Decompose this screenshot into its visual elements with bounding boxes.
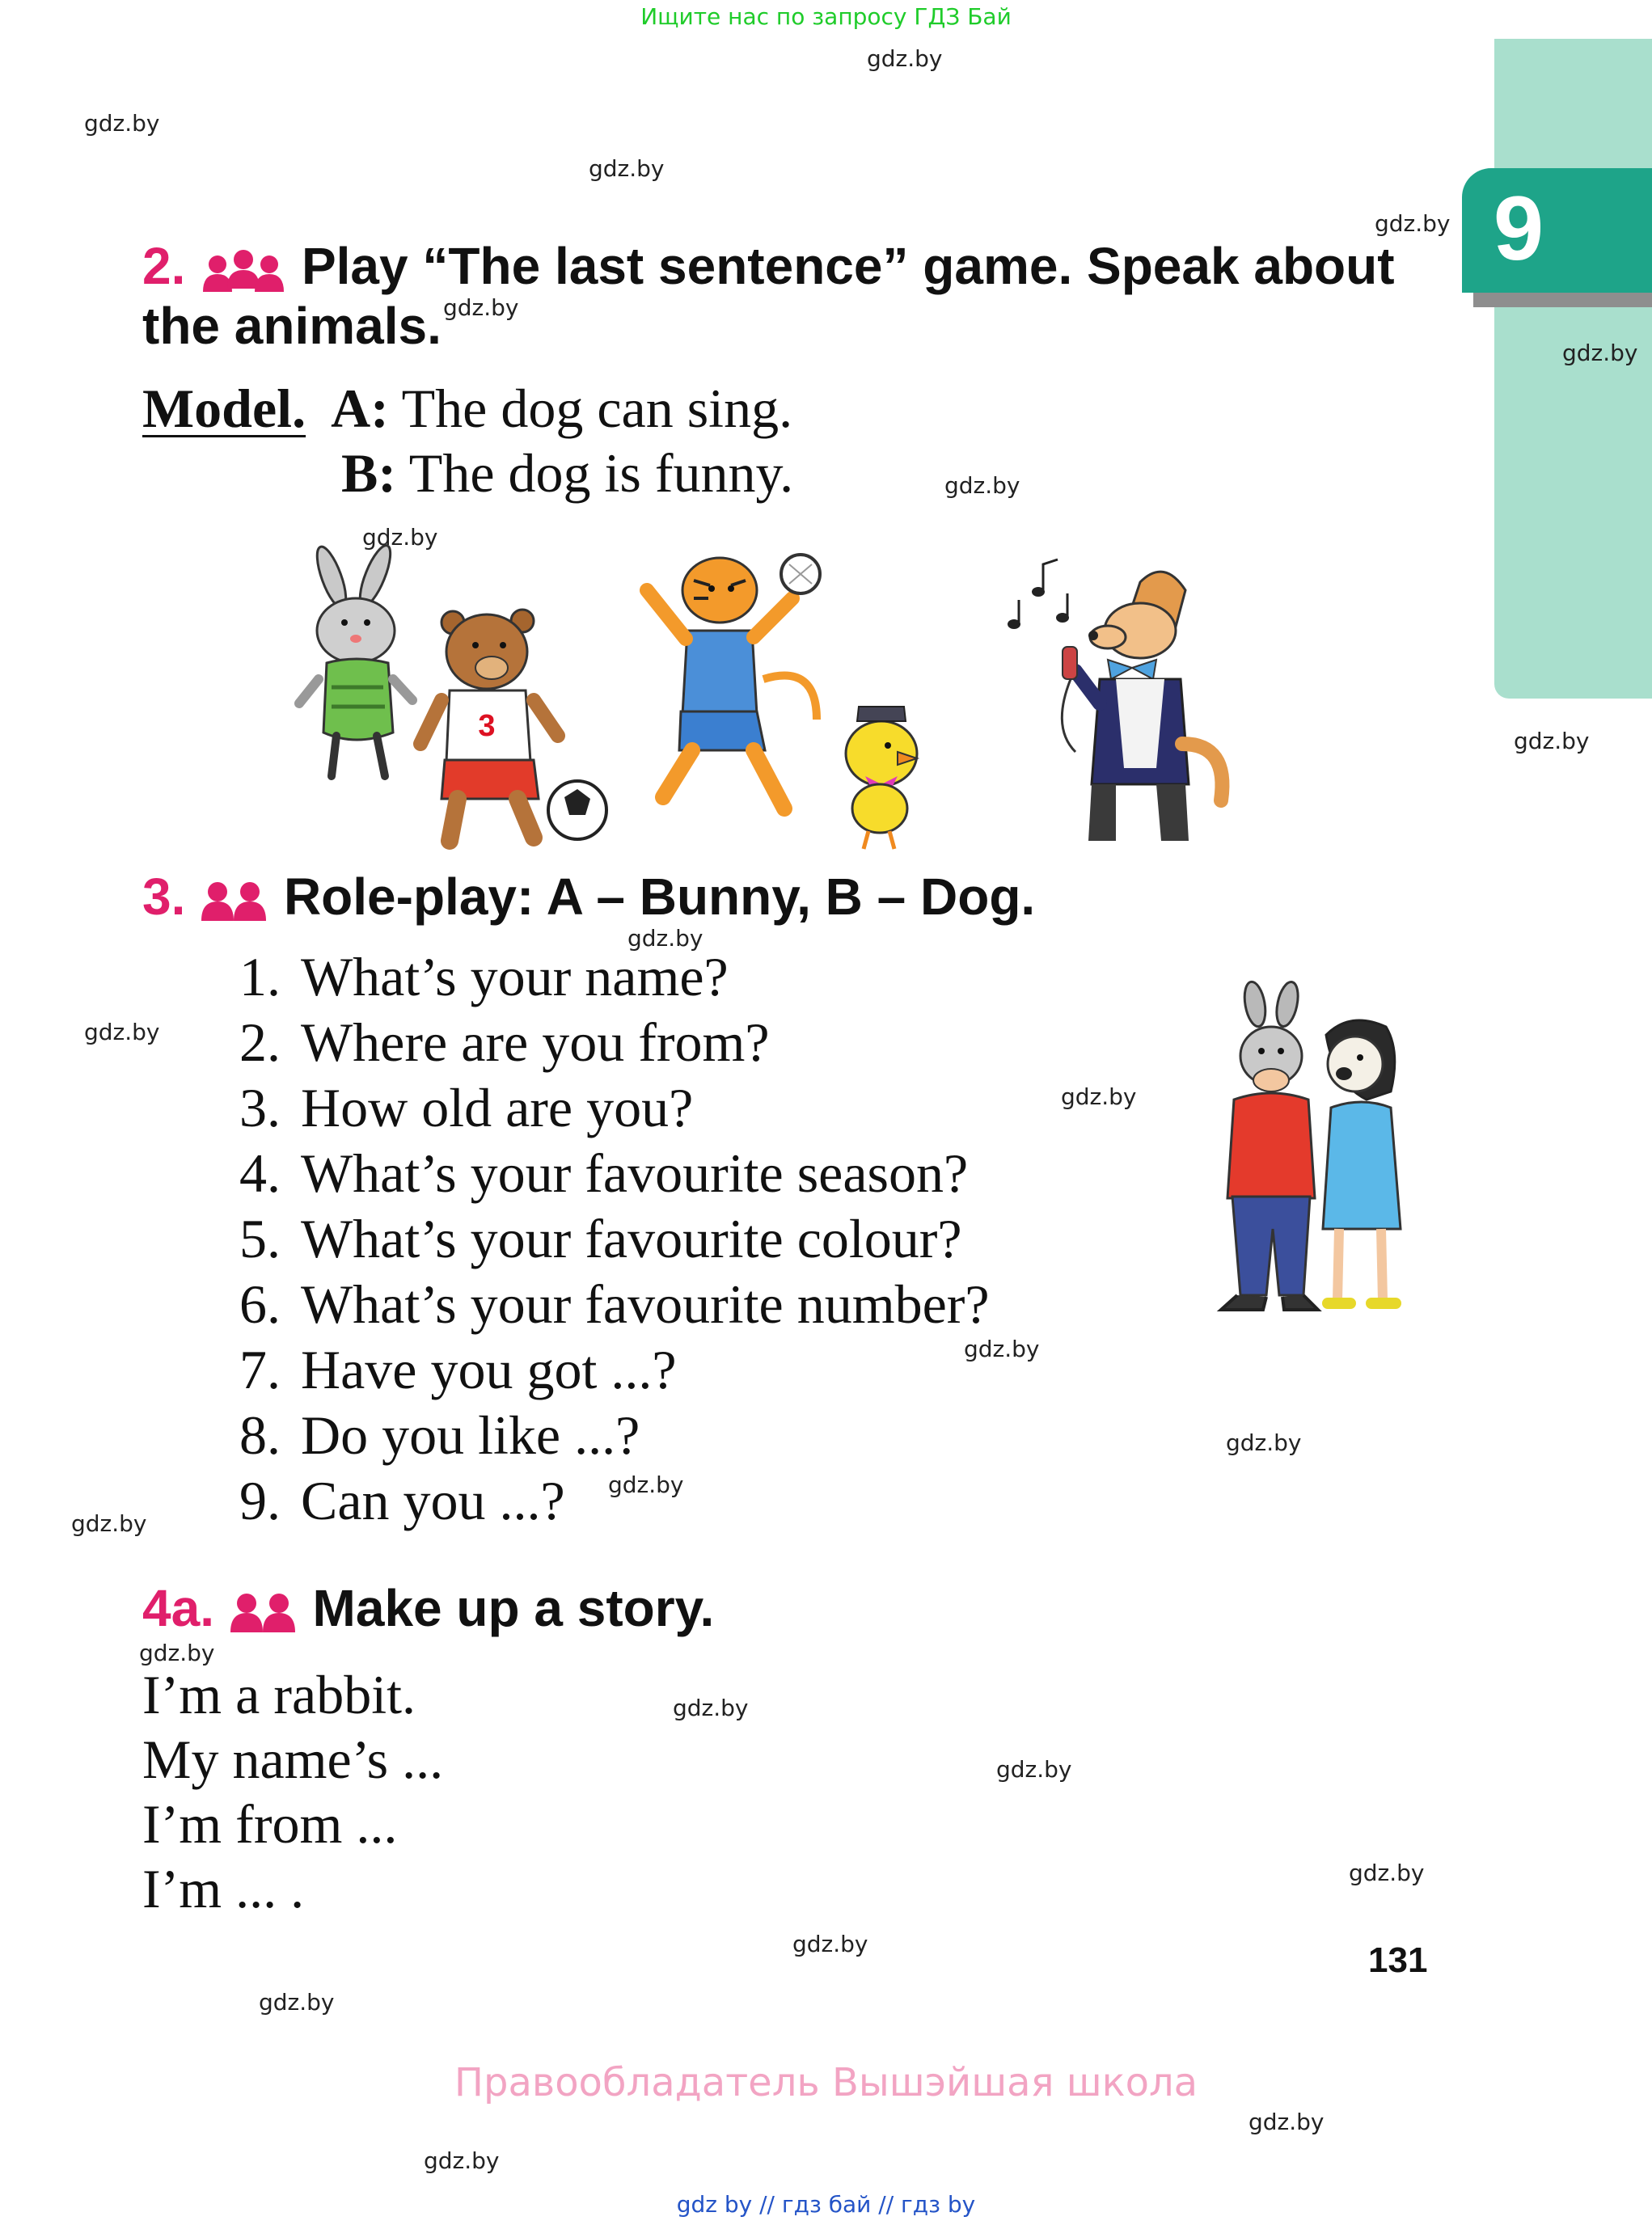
girl-dog-mask	[1323, 1020, 1401, 1303]
copyright-notice: Правообладатель Вышэйшая школа	[454, 2060, 1198, 2105]
chapter-tab-shadow	[1473, 293, 1652, 307]
watermark: gdz.by	[84, 1019, 160, 1045]
watermark: gdz.by	[1375, 210, 1451, 237]
list-item	[239, 1403, 990, 1468]
watermark: gdz.by	[84, 110, 160, 137]
question-text: How old are you?	[301, 1077, 694, 1138]
watermark: gdz.by	[589, 155, 665, 182]
task-3-title: Role-play: A – Bunny, B – Dog.	[283, 868, 1036, 926]
question-number: 8.	[239, 1404, 281, 1466]
watermark: gdz.by	[1349, 1860, 1425, 1886]
question-number: 4.	[239, 1142, 281, 1204]
watermark: gdz.by	[424, 2147, 500, 2174]
watermark: gdz.by	[627, 925, 703, 952]
watermark: gdz.by	[944, 472, 1020, 499]
task-2-heading	[142, 236, 1395, 296]
question-text: Where are you from?	[301, 1011, 770, 1073]
watermark: gdz.by	[71, 1510, 147, 1537]
story-line: My name’s ...	[142, 1729, 444, 1790]
story-line: I’m from ...	[142, 1793, 398, 1855]
watermark: gdz.by	[1514, 728, 1590, 754]
watermark: gdz.by	[792, 1931, 868, 1957]
task-4a-heading	[142, 1578, 714, 1638]
pair-icon	[200, 880, 269, 921]
chapter-number: 9	[1493, 178, 1544, 279]
task-2-number: 2.	[142, 237, 186, 295]
question-number: 3.	[239, 1077, 281, 1138]
watermark: gdz.by	[362, 524, 438, 551]
speaker-a-text: The dog can sing.	[401, 378, 793, 439]
list-item	[239, 1075, 990, 1141]
task-3-heading	[142, 867, 1035, 927]
list-item	[239, 1337, 990, 1403]
question-text: What’s your favourite colour?	[301, 1208, 962, 1269]
bear-shirt-number: 3	[478, 709, 496, 743]
watermark: gdz.by	[964, 1336, 1040, 1362]
page-number: 131	[1368, 1940, 1428, 1980]
tiger-figure	[647, 555, 820, 809]
singing-dog-figure	[1008, 559, 1222, 841]
question-text: Have you got ...?	[301, 1339, 677, 1400]
question-number: 5.	[239, 1208, 281, 1269]
boy-bunny-mask	[1221, 980, 1318, 1310]
watermark: gdz.by	[139, 1640, 215, 1666]
task-3-number: 3.	[142, 868, 186, 926]
model-line-a	[142, 375, 792, 441]
model-line-b	[341, 440, 793, 506]
list-item	[239, 944, 990, 1010]
question-text: Can you ...?	[301, 1470, 565, 1531]
watermark: gdz.by	[1562, 340, 1638, 366]
story-line: I’m a rabbit.	[142, 1664, 416, 1725]
question-number: 1.	[239, 946, 281, 1007]
watermark: gdz.by	[259, 1989, 335, 2016]
story-lines	[142, 1662, 443, 1921]
watermark: gdz.by	[996, 1756, 1072, 1783]
pair-icon	[229, 1592, 298, 1632]
task-4a-title: Make up a story.	[312, 1579, 715, 1637]
task-2-title-line1: Play “The last sentence” game. Speak about	[301, 237, 1395, 295]
chick-figure	[846, 707, 917, 849]
question-list	[239, 944, 990, 1534]
question-text: What’s your favourite number?	[301, 1273, 990, 1335]
question-number: 2.	[239, 1011, 281, 1073]
bunny-figure	[299, 542, 412, 776]
watermark: gdz.by	[1249, 2109, 1325, 2135]
watermark: gdz.by	[608, 1471, 684, 1498]
list-item	[239, 1010, 990, 1075]
footer-links[interactable]: gdz by // гдз бай // гдз by	[676, 2191, 976, 2218]
watermark: gdz.by	[673, 1695, 749, 1721]
kids-in-masks-illustration	[1189, 986, 1431, 1334]
task-4a-number: 4a.	[142, 1579, 214, 1637]
question-text: What’s your favourite season?	[301, 1142, 969, 1204]
list-item	[239, 1272, 990, 1337]
list-item	[239, 1206, 990, 1272]
list-item	[239, 1468, 990, 1534]
question-text: What’s your name?	[301, 946, 729, 1007]
watermark: gdz.by	[443, 294, 519, 321]
group-icon	[200, 250, 287, 290]
model-label: Model.	[142, 378, 306, 439]
task-2-title-line2: the animals.	[142, 297, 442, 355]
watermark: gdz.by	[1226, 1429, 1302, 1456]
watermark: gdz.by	[1061, 1083, 1137, 1110]
top-banner[interactable]: Ищите нас по запросу ГДЗ Бай	[640, 3, 1012, 30]
story-line: I’m ... .	[142, 1858, 305, 1919]
question-number: 7.	[239, 1339, 281, 1400]
watermark: gdz.by	[867, 45, 943, 72]
question-number: 6.	[239, 1273, 281, 1335]
animals-illustration	[299, 542, 1302, 849]
speaker-a-label: A:	[331, 378, 389, 439]
speaker-b-label: B:	[341, 442, 396, 504]
list-item	[239, 1141, 990, 1206]
side-color-bar	[1494, 39, 1652, 699]
question-number: 9.	[239, 1470, 281, 1531]
bear-figure	[420, 610, 606, 841]
speaker-b-text: The dog is funny.	[408, 442, 794, 504]
question-text: Do you like ...?	[301, 1404, 640, 1466]
